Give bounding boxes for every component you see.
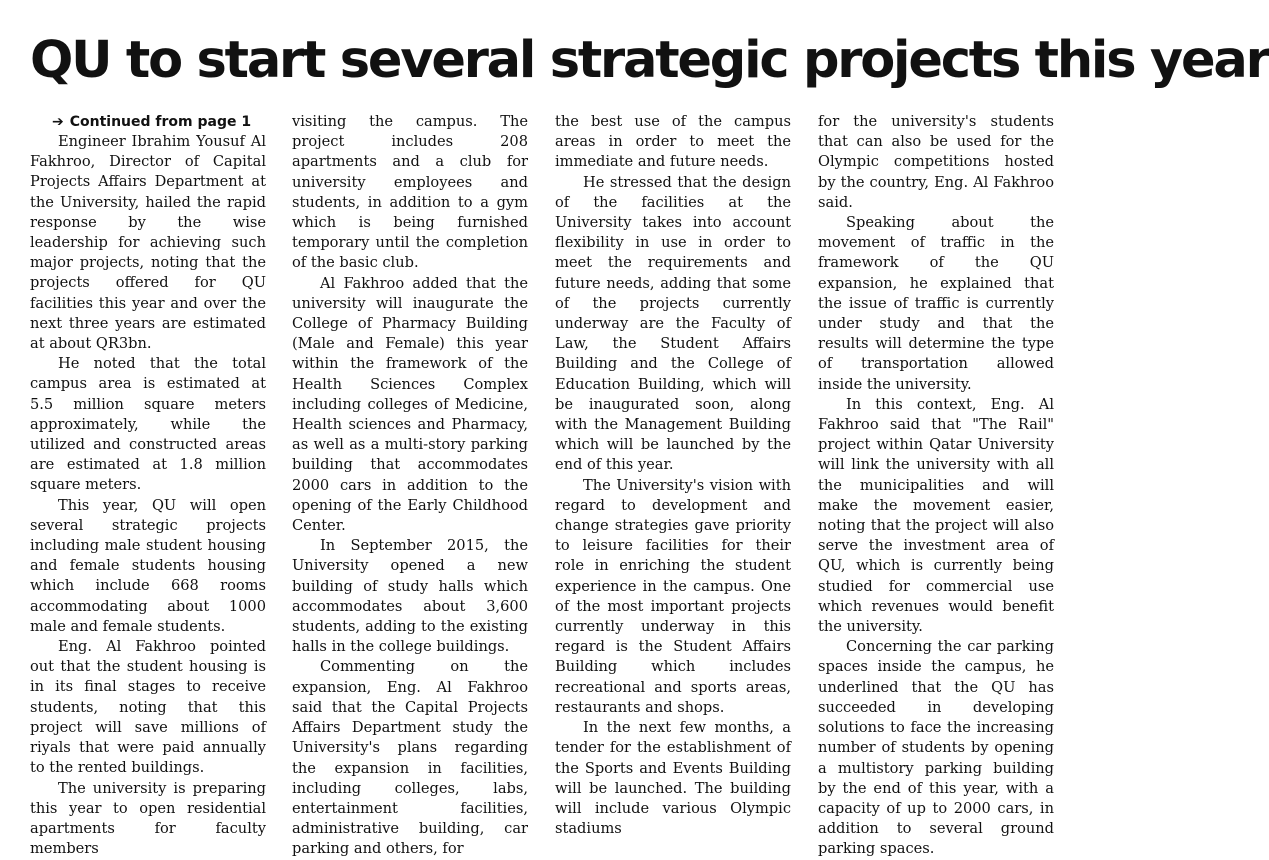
article-paragraph: Speaking about the movement of traffic in the framework of the QU expansion, he explained that the issue of traffic is currently under study and that the results will determine the type of transportation allowed inside the university. bbox=[818, 214, 1054, 393]
continued-from-label bbox=[30, 112, 266, 132]
article-paragraph: the best use of the campus areas in order to meet the immediate and future needs. bbox=[555, 113, 791, 171]
article-column-3 bbox=[555, 112, 791, 840]
article-column-4 bbox=[818, 112, 1054, 858]
article-paragraph: This year, QU will open several strategic projects including male student housing and female students housing which include 668 rooms accommodating about 1000 male and female students. bbox=[30, 496, 266, 635]
article-paragraph: Eng. Al Fakhroo pointed out that the student housing is in its final stages to receive students, noting that this project will save millions of riyals that were paid annually to the rented buildings. bbox=[30, 638, 266, 777]
article-paragraph: In the next few months, a tender for the establishment of the Sports and Events Building will be launched. The building will include various Olympic stadiums bbox=[555, 719, 791, 838]
article-column-1 bbox=[30, 112, 266, 858]
article-column-2 bbox=[292, 112, 528, 858]
article-paragraph: Concerning the car parking spaces inside the campus, he underlined that the QU has succeeded in developing solutions to face the increasing number of students by opening a multistory parking building by the end of this year, with a capacity of up to 2000 cars, in addition to several ground parking spaces. bbox=[818, 638, 1054, 858]
headline: QU to start several strategic projects this year bbox=[30, 31, 1269, 90]
article-paragraph: In September 2015, the University opened a new building of study halls which accommodates about 3,600 students, adding to the existing halls in the college buildings. bbox=[292, 537, 528, 656]
article-paragraph: He noted that the total campus area is estimated at 5.5 million square meters approximately, while the utilized and constructed areas are estimated at 1.8 million square meters. bbox=[30, 355, 266, 494]
article-paragraph: The university is preparing this year to open residential apartments for faculty members bbox=[30, 779, 266, 858]
article-paragraph: visiting the campus. The project includes 208 apartments and a club for university employees and students, in addition to a gym which is being furnished temporary until the completion of the basic club. bbox=[292, 113, 528, 272]
article-paragraph: Commenting on the expansion, Eng. Al Fakhroo said that the Capital Projects Affairs Department study the University's plans regarding the expansion in facilities, including colleges, labs, entertainment facilities, administrative building, car parking and others, for bbox=[292, 658, 528, 858]
article-paragraph: Al Fakhroo added that the university will inaugurate the College of Pharmacy Building (Male and Female) this year within the framework of the Health Sciences Complex including colleges of Medicine, Health sciences and Pharmacy, as well as a multi-story parking building that accommodates 2000 cars in addition to the opening of the Early Childhood Center. bbox=[292, 274, 528, 535]
article-paragraph: In this context, Eng. Al Fakhroo said that "The Rail" project within Qatar University will link the university with all the municipalities and will make the movement easier, noting that the project will also serve the investment area of QU, which is currently being studied for commercial use which revenues would benefit the university. bbox=[818, 395, 1054, 636]
arrow-right-icon: ➔ bbox=[52, 114, 64, 130]
article-paragraph: The University's vision with regard to development and change strategies gave priority to leisure facilities for their role in enriching the student experience in the campus. One of the most important projects currently underway in this regard is the Student Affairs Building which includes recreational and sports areas, restaurants and shops. bbox=[555, 476, 791, 716]
article-paragraph: He stressed that the design of the facilities at the University takes into account flexibility in use in order to meet the requirements and future needs, adding that some of the projects currently underway are the Faculty of Law, the Student Affairs Building and the College of Education Building, which will be inaugurated soon, along with the Management Building which will be launched by the end of this year. bbox=[555, 173, 791, 474]
continued-label-text: Continued from page 1 bbox=[69, 114, 252, 130]
article-paragraph: Engineer Ibrahim Yousuf Al Fakhroo, Director of Capital Projects Affairs Department at the University, hailed the rapid response by the wise leadership for achieving such major projects, noting that the projects offered for QU facilities this year and over the next three years are estimated at about QR3bn. bbox=[30, 133, 266, 353]
article-paragraph: for the university's students that can also be used for the Olympic competitions hosted by the country, Eng. Al Fakhroo said. bbox=[818, 113, 1054, 211]
